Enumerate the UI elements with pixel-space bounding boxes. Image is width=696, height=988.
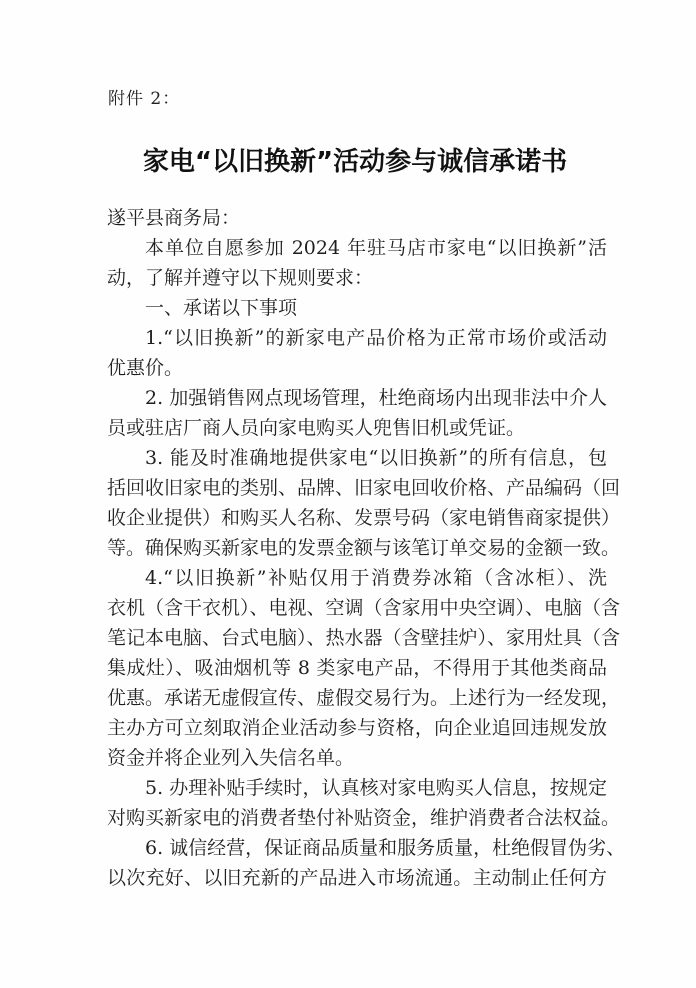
- document-body: [107, 203, 626, 893]
- paragraph-line: 集成灶）、吸油烟机等 8 类家电产品，不得用于其他类商品: [107, 657, 607, 679]
- paragraph-line: 衣机（含干衣机）、电视、空调（含家用中央空调）、电脑（含: [107, 597, 621, 619]
- paragraph-line: 动，了解并遵守以下规则要求：: [107, 267, 374, 289]
- paragraph-line: 3. 能及时准确地提供家电“以旧换新”的所有信息，包: [145, 447, 607, 469]
- paragraph-line: 对购买新家电的消费者垫付补贴资金，维护消费者合法权益。: [107, 807, 621, 829]
- paragraph-line: 括回收旧家电的类别、品牌、旧家电回收价格、产品编码（回: [107, 477, 621, 499]
- paragraph-line: 资金并将企业列入失信名单。: [107, 747, 355, 769]
- paragraph-line: 主办方可立刻取消企业活动参与资格，向企业追回违规发放: [107, 717, 607, 739]
- paragraph-line: 员或驻店厂商人员向家电购买人兜售旧机或凭证。: [107, 417, 526, 439]
- addressee: 遂平县商务局：: [107, 207, 241, 229]
- paragraph-line: 优惠价。: [107, 357, 184, 379]
- paragraph-line: 2. 加强销售网点现场管理，杜绝商场内出现非法中介人: [145, 387, 607, 409]
- section-heading: 一、承诺以下事项: [145, 297, 298, 319]
- paragraph-line: 5. 办理补贴手续时，认真核对家电购买人信息，按规定: [145, 777, 607, 799]
- attachment-label: 附件 2：: [108, 89, 181, 109]
- paragraph-line: 4.“以旧换新”补贴仅用于消费券冰箱（含冰柜）、洗: [145, 567, 607, 589]
- paragraph-line: 以次充好、以旧充新的产品进入市场流通。主动制止任何方: [107, 867, 607, 889]
- paragraph-line: 6. 诚信经营，保证商品质量和服务质量，杜绝假冒伪劣、: [145, 837, 626, 859]
- paragraph-line: 收企业提供）和购买人名称、发票号码（家电销售商家提供）: [107, 507, 621, 529]
- paragraph-line: 1.“以旧换新”的新家电产品价格为正常市场价或活动: [145, 327, 607, 349]
- paragraph-line: 等。确保购买新家电的发票金额与该笔订单交易的金额一致。: [107, 537, 621, 559]
- paragraph-line: 笔记本电脑、台式电脑）、热水器（含壁挂炉）、家用灶具（含: [107, 627, 621, 649]
- document-title: 家电“以旧换新”活动参与诚信承诺书: [142, 147, 568, 177]
- paragraph-line: 本单位自愿参加 2024 年驻马店市家电“以旧换新”活: [145, 237, 607, 259]
- paragraph-line: 优惠。承诺无虚假宣传、虚假交易行为。上述行为一经发现，: [107, 687, 621, 709]
